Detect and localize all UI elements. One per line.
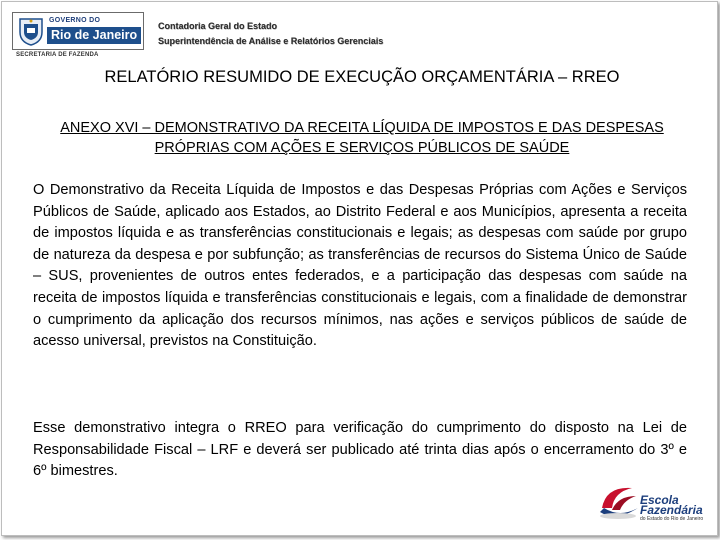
escola-fazendaria-logo [596,478,706,524]
state-crest-icon [17,16,45,46]
school-name-line2: Fazendária [640,503,703,517]
paragraph-description: O Demonstrativo da Receita Líquida de Impostos e das Despesas Próprias com Ações e Serviços Públicos de Saúde, aplicado aos Estados, ao Distrito Federal e aos Municípios, apresenta a receita de impostos líquida e as transferências constitucionais e legais; as despesas com saúde por grupo de natureza da despesa e por subfunção; as transferências de recursos do Sistema Único de Saúde – SUS, provenientes de outros entes federados, e a participação das despesas com saúde na receita de impostos líquida e transferências constitucionais e legais, com a finalidade de demonstrar o cumprimento da aplicação dos recursos mínimos, nas ações e serviços públicos de saúde de acesso universal, previstos na Constituição. [33,182,687,350]
escola-fazendaria-emblem-icon [596,478,642,524]
paragraph-publication: Esse demonstrativo integra o RREO para verificação do cumprimento do disposto na Lei de Responsabilidade Fiscal – LRF e deverá ser publicado até trinta dias após o encerramento do 3º e 6º bimestres. [33,420,687,480]
government-logo [10,12,146,58]
gov-label-big: Rio de Janeiro [47,27,141,44]
school-subtitle: do Estado do Rio de Janeiro [640,516,704,522]
slide-frame [1,1,718,536]
school-name-line1: Escola [640,493,679,507]
gov-label-small: GOVERNO DO [49,17,101,24]
annex-title: ANEXO XVI – DEMONSTRATIVO DA RECEITA LÍQUIDA DE IMPOSTOS E DAS DESPESAS PRÓPRIAS COM AÇÕES E SERVIÇOS PÚBLICOS DE SAÚDE [60,120,664,156]
gov-secretariat-label: SECRETARIA DE FAZENDA [16,52,99,58]
org-name: Contadoria Geral do Estado [158,21,278,31]
document-title: RELATÓRIO RESUMIDO DE EXECUÇÃO ORÇAMENTÁRIA – RREO [104,68,620,86]
government-logo-box [12,12,144,50]
org-department: Superintendência de Análise e Relatórios Gerenciais [158,36,384,46]
